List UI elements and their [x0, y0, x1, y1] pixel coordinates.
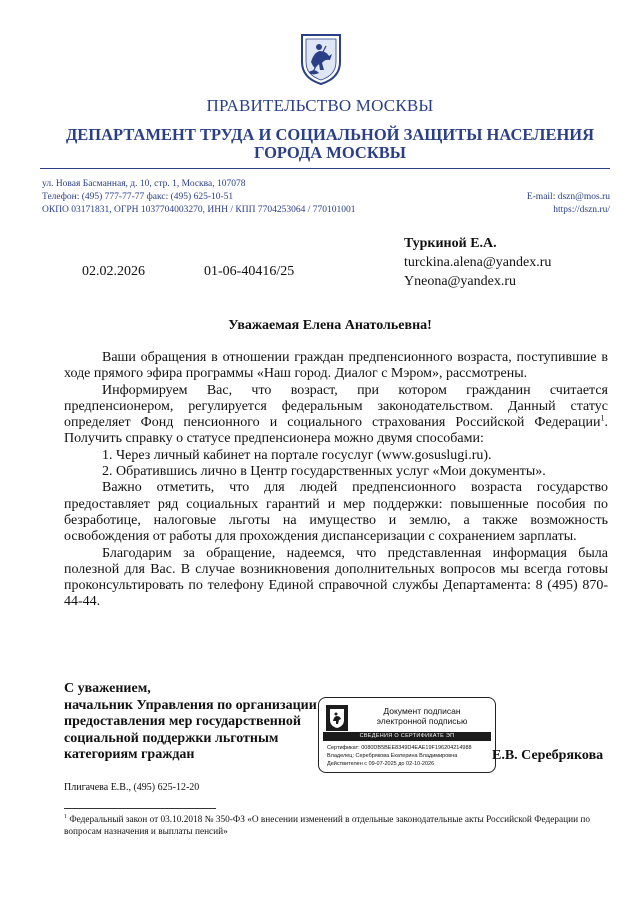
list-item-1: 1. Через личный кабинет на портале госуслуг (www.gosuslugi.ru). [102, 447, 492, 463]
phone: Телефон: (495) 777-77-77 факс: (495) 625-10-51 [42, 192, 234, 202]
letterhead-divider [40, 168, 610, 169]
registry-codes: ОКПО 03171831, ОГРН 1037704003270, ИНН / КПП 7704253064 / 770101001 [42, 205, 356, 215]
paragraph-4: Благодарим за обращение, надеемся, что представленная информация была полезной для Вас. В случае возникновения дополнительных вопросов мы всегда готовы проконсультировать по телефону Единой справочной службы Департамента: 8 (495) 870-44-44. [64, 545, 608, 610]
footnote-mark: 1 [64, 813, 67, 820]
letter-body [64, 350, 608, 611]
letter-date: 02.02.2026 [82, 264, 145, 279]
footnote [64, 814, 612, 838]
signoff-line-1: С уважением, [64, 681, 151, 696]
footnote-ref: 1 [600, 413, 605, 423]
stamp-title-line1: Документ подписан [383, 706, 461, 716]
performer: Плигачева Е.В., (495) 625-12-20 [64, 782, 200, 793]
department-title-line2: ГОРОДА МОСКВЫ [253, 143, 406, 162]
address: ул. Новая Басманная, д. 10, стр. 1, Москва, 107078 [42, 179, 246, 189]
list-item-2: 2. Обратившись лично в Центр государственных услуг «Мои документы». [102, 464, 546, 480]
signoff-line-3: предоставления мер государственной [64, 714, 302, 729]
paragraph-2 [64, 383, 608, 448]
department-title-line1: ДЕПАРТАМЕНТ ТРУДА И СОЦИАЛЬНОЙ ЗАЩИТЫ НАСЕЛЕНИЯ [65, 125, 595, 144]
paragraph-3: Важно отметить, что для людей предпенсионного возраста государство предоставляет ряд социальных гарантий и мер поддержки: повышенные пособия по безработице, налоговые льготы на имущество и землю, а также возможность освобождения от работы для прохождения диспансеризации с сохранением зарплаты. [64, 480, 608, 545]
greeting: Уважаемая Елена Анатольевна! [228, 318, 432, 333]
recipient-email-2: Yneona@yandex.ru [404, 274, 517, 289]
footnote-divider [64, 808, 216, 809]
letterhead-contacts [42, 178, 355, 217]
signoff-block [64, 681, 317, 764]
signoff-line-4: социальной поддержки льготным [64, 730, 279, 746]
department-title [40, 126, 620, 162]
signoff-line-2: начальник Управления по организации [64, 697, 317, 713]
stamp-certificate: Сертификат: 0080DB5BEE8349D4EAE19F196204214988 [327, 745, 472, 751]
website: https://dszn.ru/ [553, 205, 610, 215]
email: E-mail: dszn@mos.ru [526, 192, 610, 202]
stamp-validity: Действителен с 09-07-2025 до 02-10-2026 [327, 761, 435, 767]
stamp-crest-icon [326, 705, 348, 731]
recipient-block [404, 234, 551, 291]
registration-number: 01-06-40416/25 [204, 264, 295, 279]
recipient-name: Туркиной Е.А. [404, 236, 497, 251]
footnote-text: Федеральный закон от 03.10.2018 № 350-ФЗ «О внесении изменений в отдельные законодательные акты Российской Федерации по вопросам назначения и выплаты пенсий» [64, 815, 591, 837]
stamp-details [327, 744, 472, 768]
government-title: ПРАВИТЕЛЬСТВО МОСКВЫ [206, 96, 434, 115]
signoff-line-5: категориям граждан [64, 747, 195, 762]
letterhead-web [527, 191, 610, 217]
paragraph-2-tail: . Получить справку о статусе предпенсионера можно двумя способами: [64, 415, 608, 447]
moscow-coat-of-arms-icon [299, 32, 343, 86]
stamp-title-line2: электронной подписью [376, 716, 468, 726]
electronic-signature-stamp [318, 697, 496, 773]
stamp-band: СВЕДЕНИЯ О СЕРТИФИКАТЕ ЭП [323, 732, 491, 741]
stamp-owner: Владелец: Серебрякова Екатерина Владимировна [327, 753, 458, 759]
paragraph-2-main: Информируем Вас, что возраст, при котором гражданин считается предпенсионером, регулируется федеральным законодательством. Данный статус определяет Фонд пенсионного и социального страхования Российской Федерации [64, 382, 608, 431]
signer-name: Е.В. Серебрякова [492, 748, 604, 763]
stamp-title [355, 706, 489, 726]
paragraph-1: Ваши обращения в отношении граждан предпенсионного возраста, поступившие в ходе прямого эфира программы «Наш город. Диалог с Мэром», рассмотрены. [64, 350, 608, 382]
recipient-email-1: turckina.alena@yandex.ru [404, 255, 552, 270]
